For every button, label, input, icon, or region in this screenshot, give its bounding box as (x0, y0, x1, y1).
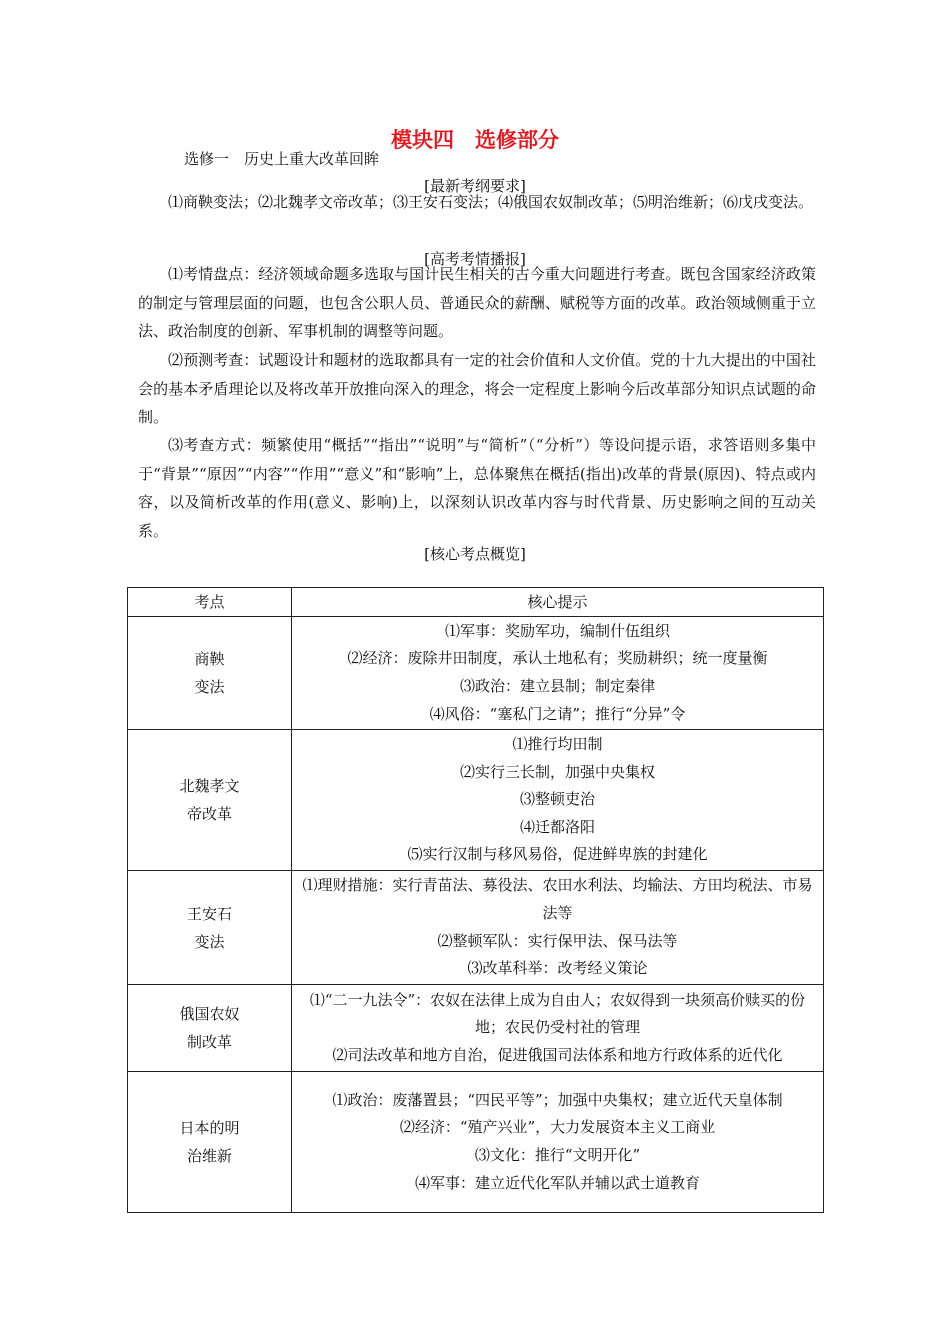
tips-cell (292, 617, 824, 730)
syllabus-heading: [最新考纲要求] (424, 177, 526, 195)
tip-line: ⑵经济：废除井田制度，承认土地私有；奖励耕织；统一度量衡 (347, 649, 768, 668)
tip-line: ⑷风俗：“塞私门之请”；推行“分异”令 (429, 704, 686, 723)
column-header-tips: 核心提示 (292, 588, 824, 617)
exam-info-paragraph-2: ⑵预测考查：试题设计和题材的选取都具有一定的社会价值和人文价值。党的十九大提出的中国社会的基本矛盾理论以及将改革开放推向深入的理念，将会一定程度上影响今后改革部分知识点试题的命制。 (138, 351, 816, 426)
exam-info-heading: [高考考情播报] (424, 250, 526, 268)
table-row (128, 985, 824, 1072)
tip-line: ⑷军事：建立近代化军队并辅以武士道教育 (414, 1173, 700, 1192)
tip-line: ⑴理财措施：实行青苗法、募役法、农田水利法、均输法、方田均税法、市易法等 (302, 876, 813, 922)
table-row (128, 730, 824, 871)
table-row (128, 1072, 824, 1213)
topic-cell (128, 1072, 292, 1213)
topic-cell (128, 871, 292, 985)
exam-info-paragraph-1: ⑴考情盘点：经济领域命题多选取与国计民生相关的古今重大问题进行考查。既包含国家经济政策的制定与管理层面的问题，也包含公职人员、普通民众的薪酬、赋税等方面的改革。政治领域侧重于立法、政治制度的创新、军事机制的调整等问题。 (138, 265, 816, 340)
tips-cell (292, 985, 824, 1072)
overview-heading: [核心考点概览] (424, 545, 526, 563)
elective-subtitle: 选修一 历史上重大改革回眸 (184, 150, 380, 168)
topic-cell (128, 985, 292, 1072)
topic-line: 治维新 (186, 1147, 232, 1165)
column-header-topic: 考点 (128, 588, 292, 617)
core-points-table (127, 587, 824, 1213)
topic-line: 俄国农奴 (179, 1005, 240, 1023)
tip-line: ⑵整顿军队：实行保甲法、保马法等 (437, 931, 678, 950)
tip-line: ⑶文化：推行“文明开化” (474, 1146, 641, 1164)
topic-line: 北魏孝文 (179, 777, 240, 795)
topic-cell (128, 617, 292, 730)
topic-line: 王安石 (186, 904, 232, 923)
tips-cell (292, 730, 824, 871)
tip-line: ⑴“二一九法令”：农奴在法律上成为自由人；农奴得到一块须高价赎买的份地；农民仍受村社的管理 (309, 990, 806, 1037)
module-title: 模块四 选修部分 (391, 128, 559, 152)
topic-line: 制改革 (186, 1033, 232, 1051)
exam-info-paragraph-3: ⑶考查方式：频繁使用“概括”“指出”“说明”与“简析”（“分析”）等设问提示语，求答语则多集中于“背景”“原因”“内容”“作用”“意义”和“影响”上，总体聚焦在概括(指出)改革的背景(原因)、特点或内容，以及简析改革的作用(意义、影响)上，以深刻认识改革内容与时代背景、历史影响之间的互动关系。 (138, 436, 816, 540)
table-header-row (128, 588, 824, 617)
tip-line: ⑵经济：“殖产兴业”，大力发展资本主义工商业 (399, 1118, 716, 1137)
table-row (128, 617, 824, 730)
tip-line: ⑵实行三长制，加强中央集权 (459, 762, 655, 781)
table-row (128, 871, 824, 985)
topic-line: 商鞅 (194, 650, 225, 668)
tips-cell (292, 871, 824, 985)
tips-cell (292, 1072, 824, 1213)
tip-line: ⑶政治：建立县制；制定秦律 (459, 677, 655, 695)
topic-line: 变法 (194, 678, 225, 696)
tip-line: ⑶改革科举：改考经义策论 (467, 959, 648, 978)
tip-line: ⑴政治：废藩置县；“四民平等”；加强中央集权；建立近代天皇体制 (332, 1090, 783, 1109)
topic-cell (128, 730, 292, 871)
syllabus-text: ⑴商鞅变法；⑵北魏孝文帝改革；⑶王安石变法；⑷俄国农奴制改革；⑸明治维新；⑹戊戌变法。 (168, 193, 814, 211)
tip-line: ⑵司法改革和地方自治，促进俄国司法体系和地方行政体系的近代化 (332, 1045, 783, 1064)
topic-line: 变法 (194, 932, 225, 951)
tip-line: ⑸实行汉制与移风易俗，促进鲜卑族的封建化 (407, 845, 708, 864)
tip-line: ⑷迁都洛阳 (519, 817, 595, 836)
tip-line: ⑴军事：奖励军功，编制什伍组织 (444, 621, 670, 640)
tip-line: ⑶整顿吏治 (519, 790, 595, 809)
topic-line: 日本的明 (179, 1119, 240, 1137)
tip-line: ⑴推行均田制 (512, 735, 603, 754)
topic-line: 帝改革 (186, 805, 232, 823)
